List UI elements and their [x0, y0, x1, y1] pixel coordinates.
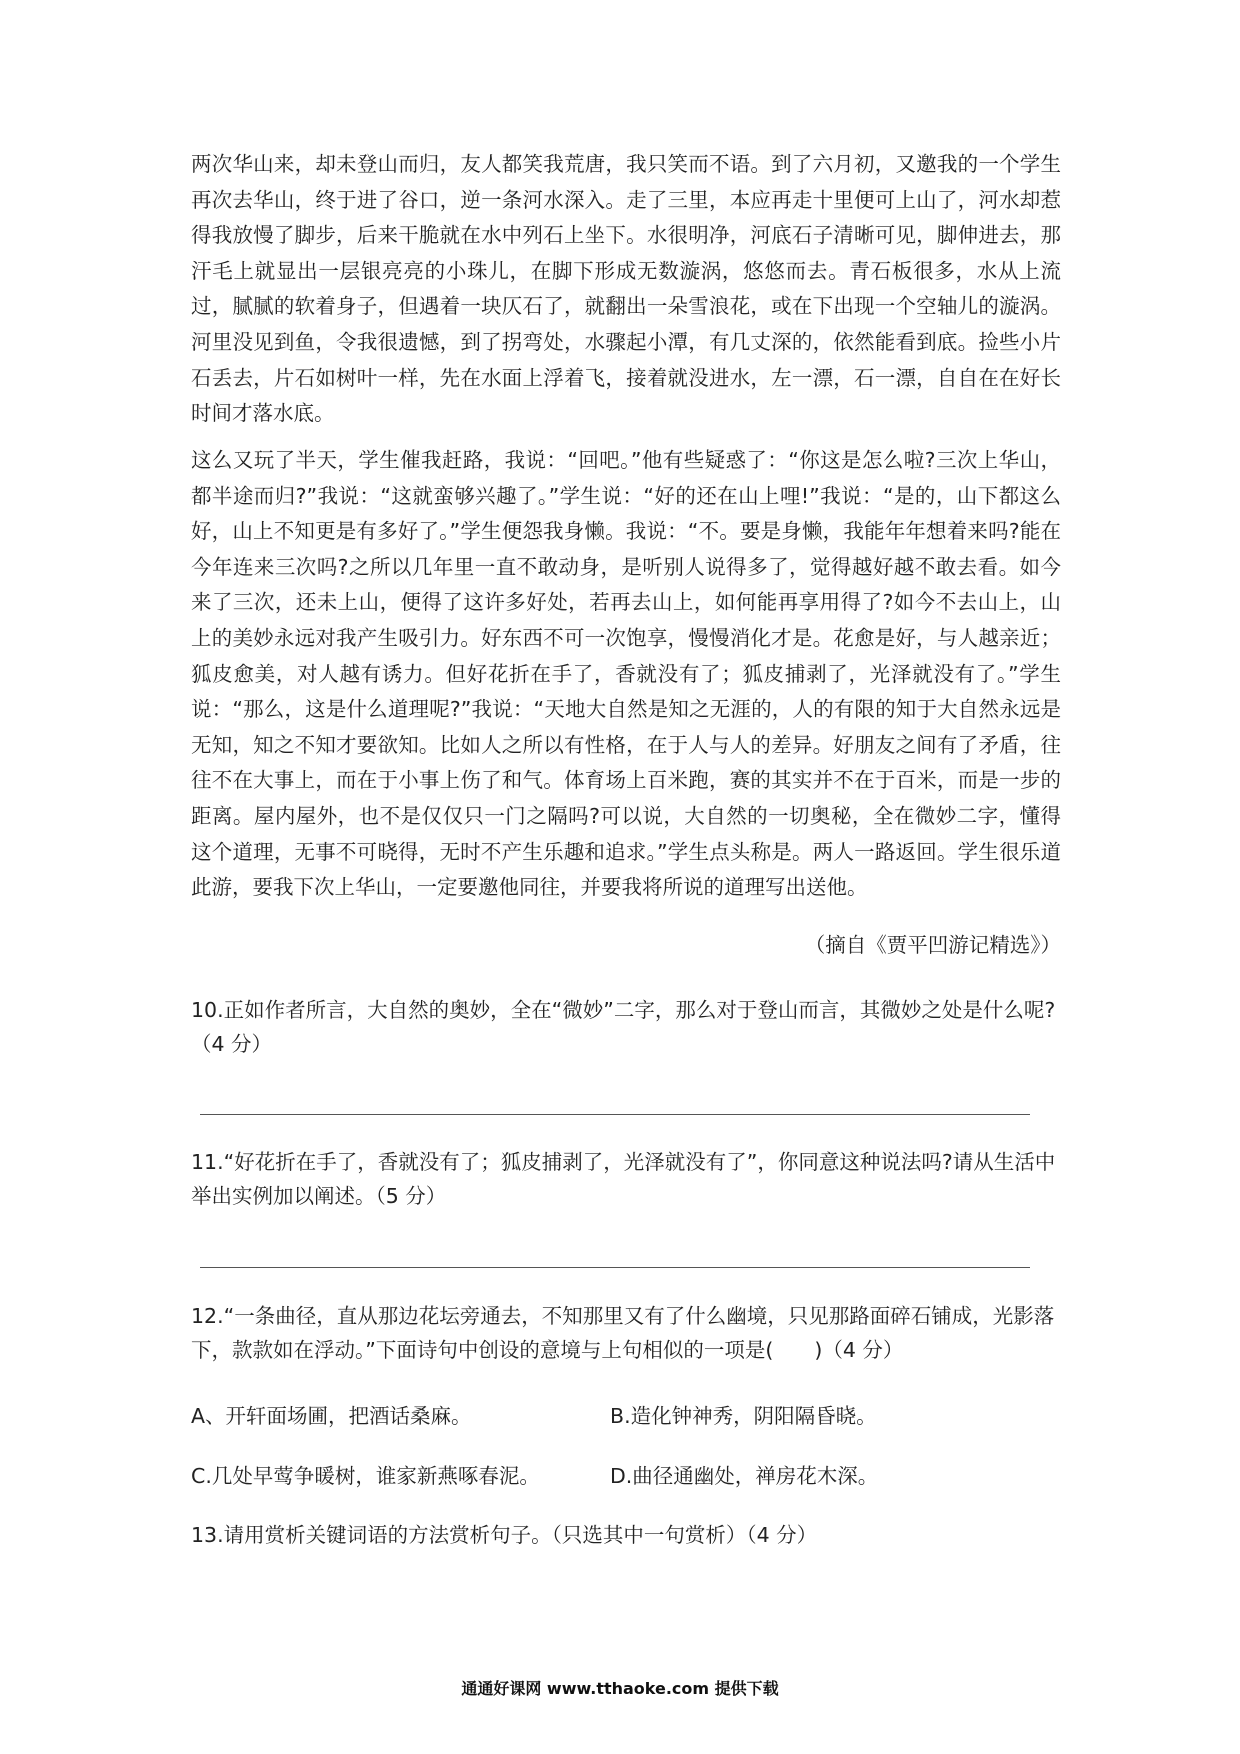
passage-paragraph-2: 这么又玩了半天，学生催我赶路，我说：“回吧。”他有些疑惑了：“你这是怎么啦?三次上华山，都半途而归?”我说：“这就蛮够兴趣了。”学生说：“好的还在山上哩!”我说：“是的，山下都这么好，山上不知更是有多好了。”学生便怨我身懒。我说：“不。要是身懒，我能年年想着来吗?能在今年连来三次吗?之所以几年里一直不敢动身，是听别人说得多了，觉得越好越不敢去看。如今来了三次，还未上山，便得了这许多好处，若再去山上，如何能再享用得了?如今不去山上，山上的美妙永远对我产生吸引力。好东西不可一次饱享，慢慢消化才是。花愈是好，与人越亲近；狐皮愈美，对人越有诱力。但好花折在手了，香就没有了；狐皮捕剥了，光泽就没有了。”学生说：“那么，这是什么道理呢?”我说：“天地大自然是知之无涯的，人的有限的知于大自然永远是无知，知之不知才要欲知。比如人之所以有性格，在于人与人的差异。好朋友之间有了矛盾，往往不在大事上，而在于小事上伤了和气。体育场上百米跑，赛的其实并不在于百米，而是一步的距离。屋内屋外，也不是仅仅只一门之隔吗?可以说，大自然的一切奥秘，全在微妙二字，懂得这个道理，无事不可晓得，无时不产生乐趣和追求。”学生点头称是。两人一路返回。学生很乐道此游，要我下次上华山，一定要邀他同往，并要我将所说的道理写出送他。: [191, 448, 1061, 900]
question-12-option-c: C.几处早莺争暖树，谁家新燕啄春泥。: [191, 1464, 540, 1488]
answer-line-11: [200, 1267, 1030, 1268]
question-13: 13.请用赏析关键词语的方法赏析句子。（只选其中一句赏析）（4 分）: [191, 1523, 818, 1547]
answer-line-10: [200, 1114, 1030, 1115]
question-11: 11.“好花折在手了，香就没有了；狐皮捕剥了，光泽就没有了”，你同意这种说法吗?请从生活中举出实例加以阐述。（5 分）: [191, 1150, 1056, 1208]
question-10: 10.正如作者所言，大自然的奥妙，全在“微妙”二字，那么对于登山而言，其微妙之处是什么呢?（4 分）: [191, 998, 1056, 1056]
passage-paragraph-1: 两次华山来，却未登山而归，友人都笑我荒唐，我只笑而不语。到了六月初，又邀我的一个学生再次去华山，终于进了谷口，逆一条河水深入。走了三里，本应再走十里便可上山了，河水却惹得我放慢了脚步，后来干脆就在水中列石上坐下。水很明净，河底石子清晰可见，脚伸进去，那汗毛上就显出一层银亮亮的小珠儿，在脚下形成无数漩涡，悠悠而去。青石板很多，水从上流过，腻腻的软着身子，但遇着一块仄石了，就翻出一朵雪浪花，或在下出现一个空轴儿的漩涡。河里没见到鱼，令我很遗憾，到了拐弯处，水骤起小潭，有几丈深的，依然能看到底。捡些小片石丢去，片石如树叶一样，先在水面上浮着飞，接着就没进水，左一漂，石一漂，自自在在好长时间才落水底。: [191, 152, 1061, 426]
question-12-option-d: D.曲径通幽处，禅房花木深。: [610, 1464, 879, 1488]
question-12-option-a: A、开轩面场圃，把酒话桑麻。: [191, 1404, 472, 1428]
passage-source: （摘自《贾平凹游记精选》）: [804, 933, 1061, 957]
page-footer: 通通好课网 www.tthaoke.com 提供下载: [461, 1679, 779, 1698]
question-12: 12.“一条曲径，直从那边花坛旁通去，不知那里又有了什么幽境，只见那路面碎石铺成，光影落下，款款如在浮动。”下面诗句中创设的意境与上句相似的一项是( )（4 分）: [191, 1304, 1055, 1362]
question-12-option-b: B.造化钟神秀，阴阳隔昏晓。: [610, 1404, 877, 1428]
